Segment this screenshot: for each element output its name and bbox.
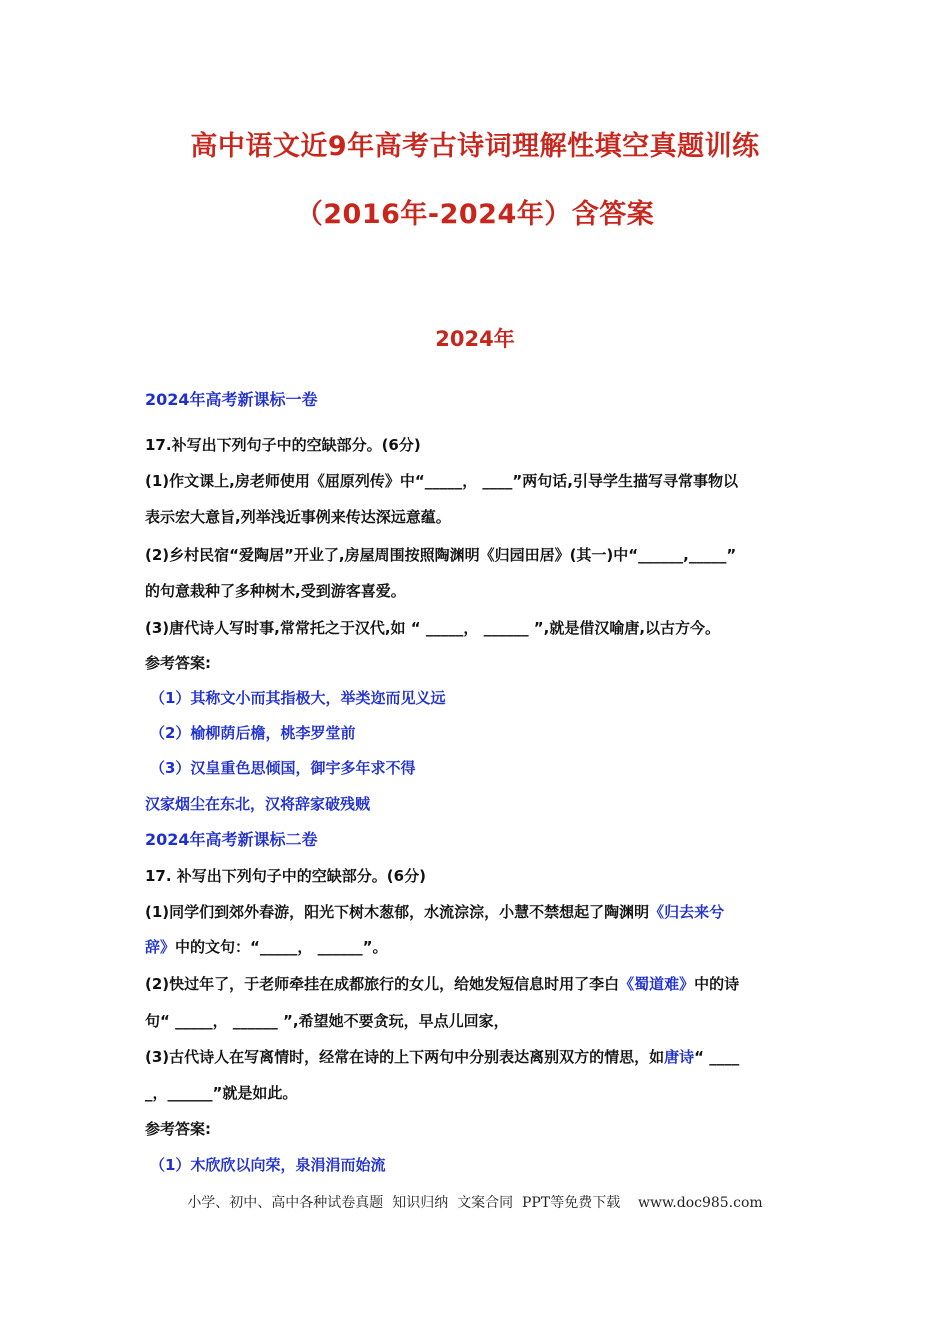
section-heading-1: 2024年高考新课标一卷 [145,390,318,409]
answer-label: 参考答案: [145,654,211,672]
document-subtitle: （2016年-2024年）含答案 [295,199,655,230]
answer-item: （1）其称文小而其指极大，举类迩而见义远 [150,689,446,707]
poem-link[interactable]: 《蜀道难》 [619,975,695,993]
answer-label: 参考答案: [145,1120,211,1138]
question-text: _，______”就是如此。 [145,1084,298,1102]
question-text-part: (2)快过年了，于老师牵挂在成都旅行的女儿，给她发短信息时用了李白 [145,975,620,993]
question-text [145,1046,815,1068]
document-title: 高中语文近9年高考古诗词理解性填空真题训练 [190,131,760,162]
poem-link[interactable]: 《归去来兮 [649,903,725,921]
question-text [145,973,815,995]
question-text: 表示宏大意旨,列举浅近事例来传达深远意蕴。 [145,508,451,526]
question-17-a: 17.补写出下列句子中的空缺部分。(6分) [145,436,421,454]
question-text-part: (3)古代诗人在写离情时，经常在诗的上下两句中分别表达离别双方的情思，如 [145,1048,665,1066]
answer-item: （2）榆柳荫后檐，桃李罗堂前 [150,724,356,742]
question-text-part: “ ____ [694,1048,740,1066]
section-heading-2: 2024年高考新课标二卷 [145,830,318,849]
question-text-part: 中的诗 [694,975,740,993]
question-text-part: 中的文句：“_____， ______”。 [175,938,388,956]
question-text-part: (1)同学们到郊外春游，阳光下树木葱郁，水流淙淙，小慧不禁想起了陶渊明 [145,903,650,921]
answer-item: 汉家烟尘在东北，汉将辞家破残贼 [145,795,371,813]
question-text: (3)唐代诗人写时事,常常托之于汉代,如 “ _____， ______ ”,就是借汉喻唐,以古方今。 [145,619,721,637]
question-17-b: 17. 补写出下列句子中的空缺部分。(6分) [145,867,426,885]
question-text [145,936,815,958]
question-text [145,901,815,923]
question-text: (1)作文课上,房老师使用《屈原列传》中“_____， ____”两句话,引导学生描写寻常事物以 [145,472,738,490]
question-text: 的句意栽种了多种树木,受到游客喜爱。 [145,582,406,600]
poem-link[interactable]: 唐诗 [664,1048,695,1066]
question-text: (2)乡村民宿“爱陶居”开业了,房屋周围按照陶渊明《归园田居》(其一)中“______,_____” [145,546,737,564]
answer-item: （1）木欣欣以向荣，泉涓涓而始流 [150,1156,386,1174]
poem-link[interactable]: 辞》 [145,938,176,956]
year-heading: 2024年 [435,327,515,351]
question-text: 句“ _____， ______ ”,希望她不要贪玩，早点儿回家， [145,1012,509,1030]
answer-item: （3）汉皇重色思倾国，御宇多年求不得 [150,759,416,777]
page-footer: 小学、初中、高中各种试卷真题 知识归纳 文案合同 PPT等免费下载 www.doc985.com [187,1195,763,1211]
